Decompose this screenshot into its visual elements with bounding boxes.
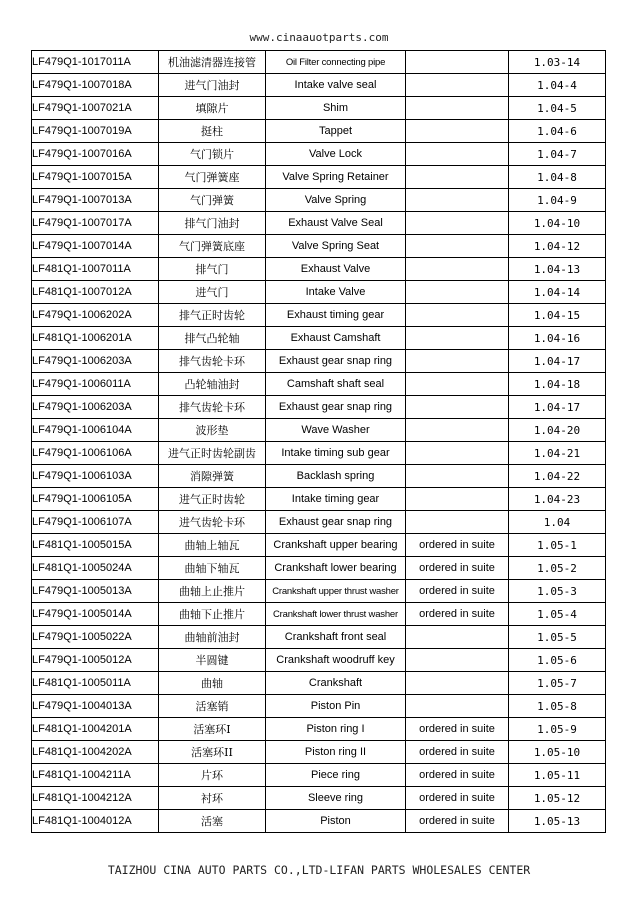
part-code-cell: LF479Q1-1007013A — [32, 189, 159, 212]
english-name-cell: Exhaust Camshaft — [266, 327, 406, 350]
company-footer: TAIZHOU CINA AUTO PARTS CO.,LTD-LIFAN PARTS WHOLESALES CENTER — [107, 863, 531, 877]
note-cell — [406, 212, 509, 235]
chinese-name-cell: 挺柱 — [159, 120, 266, 143]
chinese-name-cell: 曲轴前油封 — [159, 626, 266, 649]
english-name-cell: Exhaust gear snap ring — [266, 511, 406, 534]
reference-cell: 1.04-17 — [509, 396, 606, 419]
chinese-name-cell: 片环 — [159, 764, 266, 787]
english-name-cell: Piston ring I — [266, 718, 406, 741]
reference-cell: 1.04-23 — [509, 488, 606, 511]
note-cell — [406, 235, 509, 258]
table-row — [32, 672, 606, 695]
table-row — [32, 741, 606, 764]
english-name-cell: Intake timing gear — [266, 488, 406, 511]
table-row — [32, 580, 606, 603]
table-row — [32, 74, 606, 97]
part-code-cell: LF481Q1-1004202A — [32, 741, 159, 764]
part-code-cell: LF479Q1-1006202A — [32, 304, 159, 327]
part-code-cell: LF479Q1-1006106A — [32, 442, 159, 465]
chinese-name-cell: 曲轴下止推片 — [159, 603, 266, 626]
chinese-name-cell: 排气齿轮卡环 — [159, 350, 266, 373]
reference-cell: 1.04-7 — [509, 143, 606, 166]
chinese-name-cell: 排气齿轮卡环 — [159, 396, 266, 419]
note-cell — [406, 304, 509, 327]
table-row — [32, 764, 606, 787]
english-name-cell: Crankshaft upper thrust washer — [266, 580, 406, 603]
english-name-cell: Crankshaft lower thrust washer — [266, 603, 406, 626]
note-cell — [406, 695, 509, 718]
chinese-name-cell: 活塞环II — [159, 741, 266, 764]
note-cell: ordered in suite — [406, 603, 509, 626]
table-row — [32, 603, 606, 626]
part-code-cell: LF481Q1-1007011A — [32, 258, 159, 281]
english-name-cell: Piston — [266, 810, 406, 833]
note-cell — [406, 51, 509, 74]
part-code-cell: LF481Q1-1004212A — [32, 787, 159, 810]
reference-cell: 1.04-10 — [509, 212, 606, 235]
table-row — [32, 120, 606, 143]
table-row — [32, 626, 606, 649]
part-code-cell: LF479Q1-1007015A — [32, 166, 159, 189]
note-cell — [406, 97, 509, 120]
part-code-cell: LF479Q1-1004013A — [32, 695, 159, 718]
english-name-cell: Shim — [266, 97, 406, 120]
chinese-name-cell: 半圆键 — [159, 649, 266, 672]
part-code-cell: LF479Q1-1007017A — [32, 212, 159, 235]
english-name-cell: Crankshaft lower bearing — [266, 557, 406, 580]
table-row — [32, 143, 606, 166]
reference-cell: 1.04-21 — [509, 442, 606, 465]
note-cell: ordered in suite — [406, 764, 509, 787]
note-cell — [406, 649, 509, 672]
table-row — [32, 649, 606, 672]
part-code-cell: LF479Q1-1006203A — [32, 350, 159, 373]
note-cell — [406, 327, 509, 350]
reference-cell: 1.05-11 — [509, 764, 606, 787]
english-name-cell: Piston Pin — [266, 695, 406, 718]
note-cell — [406, 120, 509, 143]
reference-cell: 1.04-13 — [509, 258, 606, 281]
reference-cell: 1.04-18 — [509, 373, 606, 396]
part-code-cell: LF481Q1-1004201A — [32, 718, 159, 741]
chinese-name-cell: 进气正时齿轮 — [159, 488, 266, 511]
chinese-name-cell: 曲轴上轴瓦 — [159, 534, 266, 557]
table-row — [32, 258, 606, 281]
part-code-cell: LF479Q1-1007021A — [32, 97, 159, 120]
part-code-cell: LF479Q1-1006104A — [32, 419, 159, 442]
table-row — [32, 511, 606, 534]
english-name-cell: Valve Spring — [266, 189, 406, 212]
english-name-cell: Crankshaft woodruff key — [266, 649, 406, 672]
chinese-name-cell: 排气门油封 — [159, 212, 266, 235]
reference-cell: 1.05-13 — [509, 810, 606, 833]
english-name-cell: Backlash spring — [266, 465, 406, 488]
table-row — [32, 442, 606, 465]
chinese-name-cell: 填隙片 — [159, 97, 266, 120]
english-name-cell: Piston ring II — [266, 741, 406, 764]
part-code-cell: LF479Q1-1005012A — [32, 649, 159, 672]
note-cell: ordered in suite — [406, 557, 509, 580]
table-row — [32, 718, 606, 741]
part-code-cell: LF479Q1-1005013A — [32, 580, 159, 603]
chinese-name-cell: 排气门 — [159, 258, 266, 281]
table-row — [32, 534, 606, 557]
part-code-cell: LF479Q1-1006105A — [32, 488, 159, 511]
part-code-cell: LF481Q1-1004012A — [32, 810, 159, 833]
table-row — [32, 557, 606, 580]
table-row — [32, 97, 606, 120]
note-cell: ordered in suite — [406, 810, 509, 833]
chinese-name-cell: 波形垫 — [159, 419, 266, 442]
english-name-cell: Crankshaft upper bearing — [266, 534, 406, 557]
english-name-cell: Sleeve ring — [266, 787, 406, 810]
part-code-cell: LF479Q1-1006107A — [32, 511, 159, 534]
part-code-cell: LF479Q1-1017011A — [32, 51, 159, 74]
english-name-cell: Exhaust timing gear — [266, 304, 406, 327]
note-cell — [406, 672, 509, 695]
reference-cell: 1.05-1 — [509, 534, 606, 557]
chinese-name-cell: 排气正时齿轮 — [159, 304, 266, 327]
reference-cell: 1.04-16 — [509, 327, 606, 350]
note-cell — [406, 511, 509, 534]
reference-cell: 1.04-5 — [509, 97, 606, 120]
reference-cell: 1.04 — [509, 511, 606, 534]
table-row — [32, 327, 606, 350]
table-row — [32, 419, 606, 442]
site-url-header: www.cinaauotparts.com — [249, 31, 389, 44]
table-row — [32, 396, 606, 419]
english-name-cell: Crankshaft front seal — [266, 626, 406, 649]
part-code-cell: LF479Q1-1007014A — [32, 235, 159, 258]
reference-cell: 1.04-17 — [509, 350, 606, 373]
parts-table-body — [32, 51, 606, 833]
part-code-cell: LF481Q1-1005011A — [32, 672, 159, 695]
english-name-cell: Exhaust gear snap ring — [266, 350, 406, 373]
part-code-cell: LF479Q1-1006011A — [32, 373, 159, 396]
note-cell — [406, 74, 509, 97]
english-name-cell: Intake valve seal — [266, 74, 406, 97]
note-cell — [406, 143, 509, 166]
table-row — [32, 488, 606, 511]
reference-cell: 1.04-20 — [509, 419, 606, 442]
note-cell — [406, 258, 509, 281]
note-cell: ordered in suite — [406, 534, 509, 557]
part-code-cell: LF481Q1-1007012A — [32, 281, 159, 304]
note-cell: ordered in suite — [406, 580, 509, 603]
reference-cell: 1.05-9 — [509, 718, 606, 741]
reference-cell: 1.05-10 — [509, 741, 606, 764]
chinese-name-cell: 曲轴上止推片 — [159, 580, 266, 603]
english-name-cell: Oil Filter connecting pipe — [266, 51, 406, 74]
note-cell — [406, 166, 509, 189]
note-cell — [406, 189, 509, 212]
chinese-name-cell: 消隙弹簧 — [159, 465, 266, 488]
note-cell — [406, 350, 509, 373]
reference-cell: 1.03-14 — [509, 51, 606, 74]
chinese-name-cell: 进气门 — [159, 281, 266, 304]
part-code-cell: LF479Q1-1007016A — [32, 143, 159, 166]
note-cell — [406, 419, 509, 442]
reference-cell: 1.04-8 — [509, 166, 606, 189]
reference-cell: 1.05-4 — [509, 603, 606, 626]
reference-cell: 1.05-5 — [509, 626, 606, 649]
note-cell — [406, 396, 509, 419]
chinese-name-cell: 曲轴下轴瓦 — [159, 557, 266, 580]
chinese-name-cell: 凸轮轴油封 — [159, 373, 266, 396]
note-cell — [406, 488, 509, 511]
english-name-cell: Camshaft shaft seal — [266, 373, 406, 396]
table-row — [32, 189, 606, 212]
note-cell: ordered in suite — [406, 741, 509, 764]
english-name-cell: Valve Spring Seat — [266, 235, 406, 258]
table-row — [32, 304, 606, 327]
english-name-cell: Exhaust Valve Seal — [266, 212, 406, 235]
english-name-cell: Intake Valve — [266, 281, 406, 304]
note-cell — [406, 626, 509, 649]
table-row — [32, 350, 606, 373]
english-name-cell: Wave Washer — [266, 419, 406, 442]
part-code-cell: LF479Q1-1007019A — [32, 120, 159, 143]
chinese-name-cell: 活塞环I — [159, 718, 266, 741]
chinese-name-cell: 气门锁片 — [159, 143, 266, 166]
chinese-name-cell: 曲轴 — [159, 672, 266, 695]
reference-cell: 1.04-12 — [509, 235, 606, 258]
part-code-cell: LF481Q1-1004211A — [32, 764, 159, 787]
table-row — [32, 281, 606, 304]
note-cell: ordered in suite — [406, 718, 509, 741]
reference-cell: 1.04-15 — [509, 304, 606, 327]
note-cell — [406, 373, 509, 396]
part-code-cell: LF479Q1-1005022A — [32, 626, 159, 649]
english-name-cell: Piece ring — [266, 764, 406, 787]
part-code-cell: LF479Q1-1005014A — [32, 603, 159, 626]
english-name-cell: Exhaust Valve — [266, 258, 406, 281]
part-code-cell: LF481Q1-1006201A — [32, 327, 159, 350]
table-row — [32, 212, 606, 235]
part-code-cell: LF481Q1-1005024A — [32, 557, 159, 580]
reference-cell: 1.04-9 — [509, 189, 606, 212]
table-row — [32, 51, 606, 74]
english-name-cell: Valve Lock — [266, 143, 406, 166]
table-row — [32, 373, 606, 396]
reference-cell: 1.05-7 — [509, 672, 606, 695]
reference-cell: 1.05-6 — [509, 649, 606, 672]
table-row — [32, 695, 606, 718]
part-code-cell: LF479Q1-1006103A — [32, 465, 159, 488]
reference-cell: 1.05-12 — [509, 787, 606, 810]
parts-table — [31, 50, 606, 833]
table-row — [32, 787, 606, 810]
english-name-cell: Exhaust gear snap ring — [266, 396, 406, 419]
chinese-name-cell: 气门弹簧 — [159, 189, 266, 212]
chinese-name-cell: 气门弹簧底座 — [159, 235, 266, 258]
table-row — [32, 465, 606, 488]
table-row — [32, 166, 606, 189]
note-cell — [406, 281, 509, 304]
chinese-name-cell: 进气齿轮卡环 — [159, 511, 266, 534]
chinese-name-cell: 进气正时齿轮副齿 — [159, 442, 266, 465]
reference-cell: 1.05-2 — [509, 557, 606, 580]
part-code-cell: LF479Q1-1007018A — [32, 74, 159, 97]
english-name-cell: Intake timing sub gear — [266, 442, 406, 465]
reference-cell: 1.04-6 — [509, 120, 606, 143]
chinese-name-cell: 活塞销 — [159, 695, 266, 718]
chinese-name-cell: 衬环 — [159, 787, 266, 810]
chinese-name-cell: 进气门油封 — [159, 74, 266, 97]
chinese-name-cell: 活塞 — [159, 810, 266, 833]
table-row — [32, 810, 606, 833]
reference-cell: 1.04-4 — [509, 74, 606, 97]
english-name-cell: Tappet — [266, 120, 406, 143]
chinese-name-cell: 气门弹簧座 — [159, 166, 266, 189]
reference-cell: 1.04-22 — [509, 465, 606, 488]
chinese-name-cell: 机油滤清器连接管 — [159, 51, 266, 74]
note-cell: ordered in suite — [406, 787, 509, 810]
table-row — [32, 235, 606, 258]
chinese-name-cell: 排气凸轮轴 — [159, 327, 266, 350]
reference-cell: 1.05-3 — [509, 580, 606, 603]
note-cell — [406, 442, 509, 465]
reference-cell: 1.05-8 — [509, 695, 606, 718]
part-code-cell: LF481Q1-1005015A — [32, 534, 159, 557]
english-name-cell: Valve Spring Retainer — [266, 166, 406, 189]
reference-cell: 1.04-14 — [509, 281, 606, 304]
part-code-cell: LF479Q1-1006203A — [32, 396, 159, 419]
note-cell — [406, 465, 509, 488]
english-name-cell: Crankshaft — [266, 672, 406, 695]
